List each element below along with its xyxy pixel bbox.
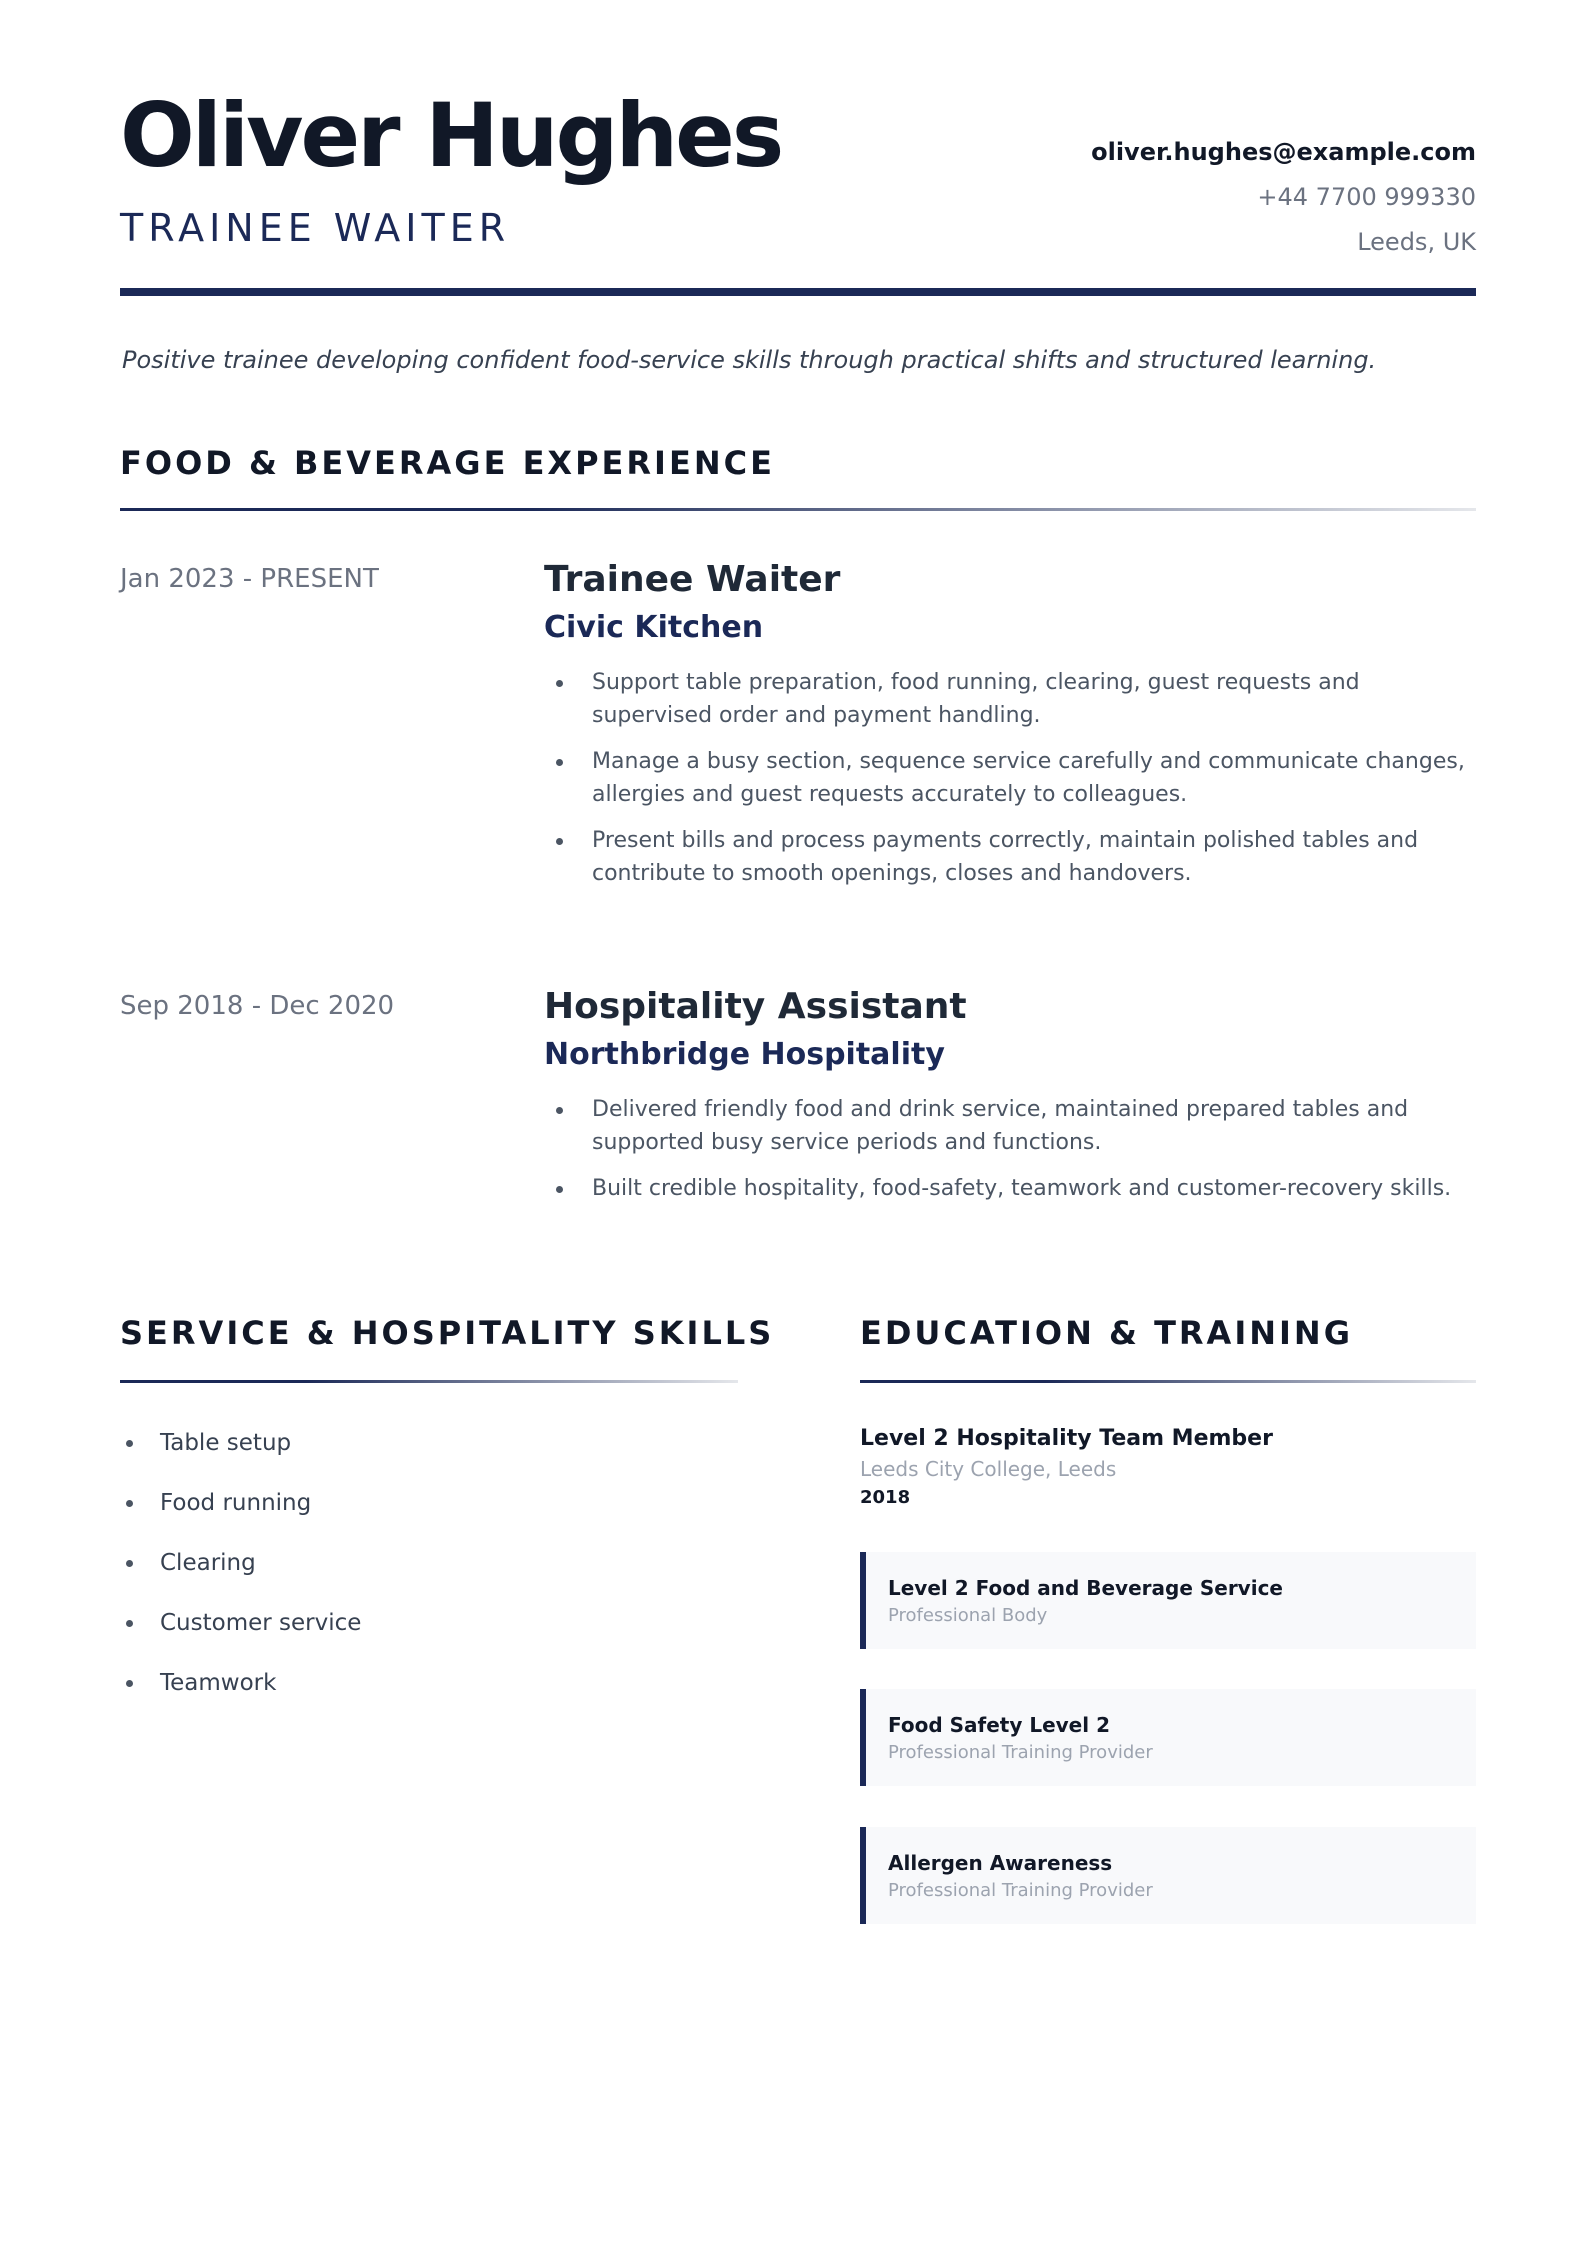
bullet-icon [556, 1186, 563, 1193]
education-divider [860, 1380, 1476, 1383]
list-item [544, 824, 1476, 890]
candidate-role: TRAINEE WAITER [120, 206, 511, 250]
contact-phone[interactable]: +44 7700 999330 [1257, 183, 1476, 211]
list-item [544, 745, 1476, 811]
bullet-text: Manage a busy section, sequence service carefully and communicate changes, allergies and guest requests accurately to colleagues. [592, 749, 1465, 807]
bullet-text: Built credible hospitality, food-safety, teamwork and customer-recovery skills. [592, 1176, 1452, 1201]
certification-card [860, 1689, 1476, 1786]
bullet-icon [556, 838, 563, 845]
certification-title: Allergen Awareness [888, 1851, 1113, 1875]
contact-block [1091, 130, 1476, 265]
job-details [544, 985, 1476, 1218]
job-dates: Jan 2023 - PRESENT [120, 564, 379, 594]
certification-provider: Professional Training Provider [888, 1880, 1153, 1901]
education-entry [860, 1424, 1476, 1512]
certification-title: Food Safety Level 2 [888, 1713, 1110, 1737]
skill-item [120, 1666, 361, 1700]
education-title: Level 2 Hospitality Team Member [860, 1426, 1273, 1451]
skill-label: Food running [160, 1490, 312, 1516]
job-title: Trainee Waiter [544, 559, 841, 600]
experience-heading: FOOD & BEVERAGE EXPERIENCE [120, 444, 775, 482]
certification-provider: Professional Body [888, 1605, 1048, 1626]
bullet-text: Delivered friendly food and drink service, maintained prepared tables and supported busy service periods and functions. [592, 1097, 1409, 1155]
skills-divider [120, 1380, 738, 1383]
job-dates: Sep 2018 - Dec 2020 [120, 991, 395, 1021]
education-year: 2018 [860, 1487, 911, 1508]
skills-heading: SERVICE & HOSPITALITY SKILLS [120, 1314, 775, 1352]
bullet-text: Support table preparation, food running, clearing, guest requests and supervised order and payment handling. [592, 670, 1360, 728]
profile-summary: Positive trainee developing confident food-service skills through practical shifts and structured learning. [122, 346, 1377, 374]
list-item [544, 666, 1476, 732]
skill-label: Table setup [160, 1430, 292, 1456]
skill-label: Teamwork [160, 1670, 277, 1696]
contact-email[interactable]: oliver.hughes@example.com [1091, 138, 1476, 166]
education-institution: Leeds City College, Leeds [860, 1457, 1117, 1481]
contact-location: Leeds, UK [1357, 228, 1476, 256]
bullet-icon [556, 1107, 563, 1114]
certification-card [860, 1552, 1476, 1649]
bullet-icon [126, 1680, 133, 1687]
certification-title: Level 2 Food and Beverage Service [888, 1576, 1283, 1600]
job-title: Hospitality Assistant [544, 986, 967, 1027]
skill-label: Clearing [160, 1550, 256, 1576]
header-divider [120, 288, 1476, 296]
skill-label: Customer service [160, 1610, 362, 1636]
skill-item [120, 1546, 361, 1580]
list-item [544, 1172, 1476, 1205]
bullet-icon [126, 1560, 133, 1567]
job-company: Northbridge Hospitality [544, 1037, 945, 1072]
job-company: Civic Kitchen [544, 610, 764, 645]
certification-provider: Professional Training Provider [888, 1742, 1153, 1763]
job-responsibilities [544, 1093, 1476, 1205]
job-responsibilities [544, 666, 1476, 890]
list-item [544, 1093, 1476, 1159]
resume-header [120, 0, 1476, 300]
resume-page [120, 0, 1476, 1901]
bullet-icon [556, 680, 563, 687]
skill-item [120, 1486, 361, 1520]
skill-item [120, 1606, 361, 1640]
bullet-icon [126, 1440, 133, 1447]
bullet-icon [126, 1500, 133, 1507]
job-details [544, 558, 1476, 903]
candidate-name: Oliver Hughes [120, 84, 782, 187]
bullet-icon [126, 1620, 133, 1627]
bullet-text: Present bills and process payments correctly, maintain polished tables and contribute to smooth openings, closes and handovers. [592, 828, 1419, 886]
experience-divider [120, 508, 1476, 511]
education-heading: EDUCATION & TRAINING [860, 1314, 1353, 1352]
skills-list [120, 1426, 361, 1726]
skill-item [120, 1426, 361, 1460]
certification-card [860, 1827, 1476, 1924]
bullet-icon [556, 759, 563, 766]
